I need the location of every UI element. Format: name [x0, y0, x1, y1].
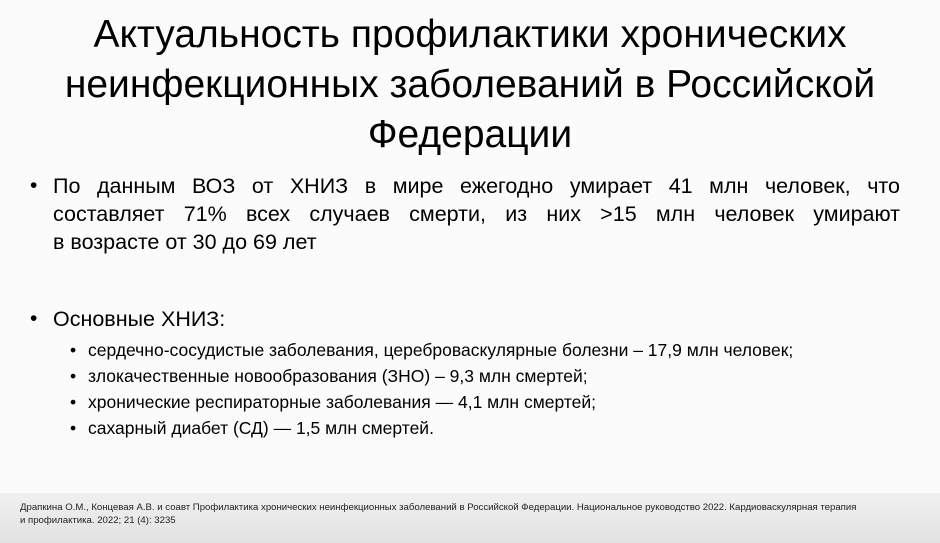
- sub-bullet-dot-icon: •: [70, 340, 77, 360]
- sub-bullet-dot-icon: •: [70, 366, 77, 386]
- sub-bullet-text: сердечно-сосудистые заболевания, цереброваскулярные болезни – 17,9 млн человек;: [88, 340, 794, 360]
- bullet-who-line-1: По данным ВОЗ от ХНИЗ в мире ежегодно умирает 41 млн человек, что: [53, 174, 900, 198]
- bullet-who-line-3: в возрасте от 30 до 69 лет: [53, 230, 317, 254]
- footer-bar: [0, 493, 940, 543]
- sub-bullet-cardiovascular: [70, 337, 900, 363]
- reference-line-1: Драпкина О.М., Концевая А.В. и соавт Профилактика хронических неинфекционных заболеваний в Российской Федерации. Национальное руководство 2022. Кардиоваскулярная терапия: [20, 502, 857, 513]
- sub-bullet-dot-icon: •: [70, 392, 77, 412]
- bullet-who-statistics: [30, 172, 900, 256]
- sub-bullet-diabetes: [70, 415, 900, 441]
- bullet-main-ncd-label: Основные ХНИЗ:: [53, 307, 226, 331]
- reference-citation: [20, 501, 900, 527]
- slide-title: [30, 10, 910, 160]
- title-line-1: Актуальность профилактики хронических: [93, 13, 847, 56]
- sub-bullet-dot-icon: •: [70, 418, 77, 438]
- bullet-dot-icon: •: [30, 307, 38, 330]
- sub-bullet-respiratory: [70, 389, 900, 415]
- bullet-main-ncd: [30, 305, 900, 333]
- sub-bullet-cancer: [70, 363, 900, 389]
- bullet-who-line-2: составляет 71% всех случаев смерти, из них >15 млн человек умирают: [53, 202, 900, 226]
- sub-bullet-text: злокачественные новообразования (ЗНО) – 9,3 млн смертей;: [88, 366, 588, 386]
- sub-bullet-text: сахарный диабет (СД) — 1,5 млн смертей.: [88, 418, 434, 438]
- reference-line-2: и профилактика. 2022; 21 (4): 3235: [20, 515, 176, 526]
- title-line-2: неинфекционных заболеваний в Российской: [64, 63, 876, 106]
- sub-bullet-text: хронические респираторные заболевания — 4,1 млн смертей;: [88, 392, 597, 412]
- title-line-3: Федерации: [367, 113, 573, 156]
- bullet-dot-icon: •: [30, 174, 38, 197]
